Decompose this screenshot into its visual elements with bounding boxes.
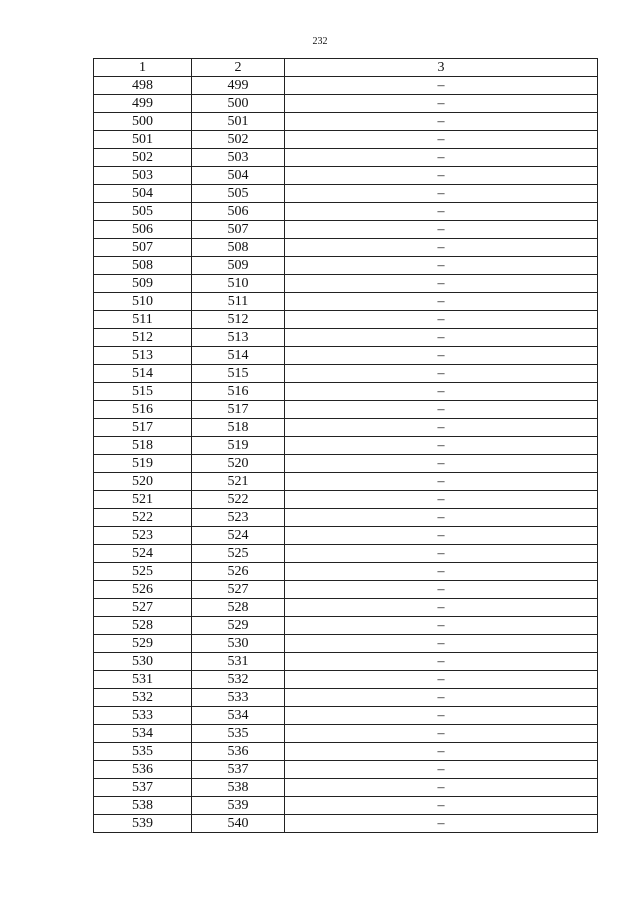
table-cell-col-3: – bbox=[285, 743, 598, 761]
table-row bbox=[94, 77, 598, 95]
table-cell-col-3: – bbox=[285, 581, 598, 599]
table-cell-col-3: – bbox=[285, 401, 598, 419]
data-table bbox=[93, 58, 598, 833]
table-cell-col-1: 535 bbox=[94, 743, 192, 761]
table-cell-col-2: 516 bbox=[192, 383, 285, 401]
table-row bbox=[94, 167, 598, 185]
table-cell-col-2: 529 bbox=[192, 617, 285, 635]
table-cell-col-3: – bbox=[285, 635, 598, 653]
page-number: 232 bbox=[312, 36, 328, 47]
table-row bbox=[94, 761, 598, 779]
table-cell-col-1: 504 bbox=[94, 185, 192, 203]
table-row bbox=[94, 455, 598, 473]
table-cell-col-2: 520 bbox=[192, 455, 285, 473]
table-cell-col-3: – bbox=[285, 725, 598, 743]
table-cell-col-1: 517 bbox=[94, 419, 192, 437]
table-row bbox=[94, 491, 598, 509]
table-row bbox=[94, 725, 598, 743]
table-row bbox=[94, 257, 598, 275]
table-cell-col-1: 509 bbox=[94, 275, 192, 293]
table-cell-col-3: – bbox=[285, 311, 598, 329]
table-cell-col-2: 517 bbox=[192, 401, 285, 419]
table-cell-col-2: 525 bbox=[192, 545, 285, 563]
table-row bbox=[94, 401, 598, 419]
table-row bbox=[94, 185, 598, 203]
table-cell-col-3: – bbox=[285, 527, 598, 545]
table-cell-col-1: 499 bbox=[94, 95, 192, 113]
table-cell-col-3: – bbox=[285, 257, 598, 275]
table-row bbox=[94, 221, 598, 239]
table-cell-col-3: – bbox=[285, 599, 598, 617]
table-cell-col-1: 536 bbox=[94, 761, 192, 779]
table-cell-col-3: – bbox=[285, 149, 598, 167]
table-cell-col-1: 507 bbox=[94, 239, 192, 257]
table-cell-col-3: – bbox=[285, 707, 598, 725]
table-cell-col-1: 515 bbox=[94, 383, 192, 401]
table-cell-col-3: – bbox=[285, 671, 598, 689]
table-cell-col-1: 531 bbox=[94, 671, 192, 689]
table-cell-col-3: – bbox=[285, 95, 598, 113]
table-cell-col-3: – bbox=[285, 383, 598, 401]
table-cell-col-1: 516 bbox=[94, 401, 192, 419]
table-cell-col-1: 522 bbox=[94, 509, 192, 527]
table-cell-col-3: – bbox=[285, 131, 598, 149]
table-cell-col-3: – bbox=[285, 761, 598, 779]
table-cell-col-3: – bbox=[285, 185, 598, 203]
table-row bbox=[94, 329, 598, 347]
table-row bbox=[94, 203, 598, 221]
table-cell-col-2: 509 bbox=[192, 257, 285, 275]
table-cell-col-1: 498 bbox=[94, 77, 192, 95]
table-cell-col-2: 515 bbox=[192, 365, 285, 383]
table-row bbox=[94, 347, 598, 365]
table-cell-col-2: 512 bbox=[192, 311, 285, 329]
table-row bbox=[94, 599, 598, 617]
table-cell-col-2: 536 bbox=[192, 743, 285, 761]
table-cell-col-3: – bbox=[285, 221, 598, 239]
table-cell-col-2: 521 bbox=[192, 473, 285, 491]
table-cell-col-2: 506 bbox=[192, 203, 285, 221]
table-cell-col-3: – bbox=[285, 239, 598, 257]
table-cell-col-1: 534 bbox=[94, 725, 192, 743]
table-cell-col-3: – bbox=[285, 563, 598, 581]
table-cell-col-2: 531 bbox=[192, 653, 285, 671]
table-cell-col-3: – bbox=[285, 473, 598, 491]
table-cell-col-3: – bbox=[285, 437, 598, 455]
table-cell-col-1: 512 bbox=[94, 329, 192, 347]
table-cell-col-1: 502 bbox=[94, 149, 192, 167]
table-row bbox=[94, 563, 598, 581]
table-cell-col-2: 519 bbox=[192, 437, 285, 455]
table-cell-col-3: – bbox=[285, 419, 598, 437]
table-row bbox=[94, 545, 598, 563]
table-cell-col-1: 528 bbox=[94, 617, 192, 635]
table-cell-col-2: 537 bbox=[192, 761, 285, 779]
table-row bbox=[94, 293, 598, 311]
table-cell-col-2: 522 bbox=[192, 491, 285, 509]
table-cell-col-1: 524 bbox=[94, 545, 192, 563]
table-cell-col-3: – bbox=[285, 689, 598, 707]
table-row bbox=[94, 617, 598, 635]
table-cell-col-2: 503 bbox=[192, 149, 285, 167]
table-cell-col-1: 500 bbox=[94, 113, 192, 131]
table-cell-col-2: 539 bbox=[192, 797, 285, 815]
table-row bbox=[94, 815, 598, 833]
table-cell-col-3: – bbox=[285, 797, 598, 815]
table-cell-col-1: 508 bbox=[94, 257, 192, 275]
table-cell-col-1: 533 bbox=[94, 707, 192, 725]
table-cell-col-3: – bbox=[285, 293, 598, 311]
table-cell-col-2: 532 bbox=[192, 671, 285, 689]
table-cell-col-2: 524 bbox=[192, 527, 285, 545]
table-cell-col-1: 510 bbox=[94, 293, 192, 311]
table-row bbox=[94, 743, 598, 761]
table-cell-col-1: 530 bbox=[94, 653, 192, 671]
table-cell-col-3: – bbox=[285, 491, 598, 509]
column-header-3: 3 bbox=[285, 59, 598, 77]
table-cell-col-2: 499 bbox=[192, 77, 285, 95]
table-cell-col-1: 520 bbox=[94, 473, 192, 491]
table-row bbox=[94, 473, 598, 491]
table-body bbox=[94, 77, 598, 833]
table-row bbox=[94, 671, 598, 689]
table-row bbox=[94, 509, 598, 527]
table-cell-col-2: 508 bbox=[192, 239, 285, 257]
table-cell-col-1: 514 bbox=[94, 365, 192, 383]
table-cell-col-3: – bbox=[285, 653, 598, 671]
table-row bbox=[94, 149, 598, 167]
table-header-row bbox=[94, 59, 598, 77]
table-cell-col-3: – bbox=[285, 77, 598, 95]
table-row bbox=[94, 653, 598, 671]
table-cell-col-2: 526 bbox=[192, 563, 285, 581]
table-cell-col-1: 525 bbox=[94, 563, 192, 581]
table-row bbox=[94, 311, 598, 329]
table-cell-col-1: 539 bbox=[94, 815, 192, 833]
table-cell-col-3: – bbox=[285, 779, 598, 797]
table-cell-col-2: 527 bbox=[192, 581, 285, 599]
table-cell-col-1: 505 bbox=[94, 203, 192, 221]
table-cell-col-2: 504 bbox=[192, 167, 285, 185]
table-cell-col-2: 530 bbox=[192, 635, 285, 653]
table-cell-col-2: 535 bbox=[192, 725, 285, 743]
table-row bbox=[94, 383, 598, 401]
table-row bbox=[94, 689, 598, 707]
table-cell-col-2: 518 bbox=[192, 419, 285, 437]
table-cell-col-3: – bbox=[285, 329, 598, 347]
table-cell-col-2: 502 bbox=[192, 131, 285, 149]
table-cell-col-1: 537 bbox=[94, 779, 192, 797]
table-cell-col-1: 523 bbox=[94, 527, 192, 545]
table-cell-col-2: 528 bbox=[192, 599, 285, 617]
table-row bbox=[94, 437, 598, 455]
table-row bbox=[94, 527, 598, 545]
table-cell-col-2: 505 bbox=[192, 185, 285, 203]
table-cell-col-2: 507 bbox=[192, 221, 285, 239]
table-cell-col-2: 538 bbox=[192, 779, 285, 797]
column-header-2: 2 bbox=[192, 59, 285, 77]
table-cell-col-1: 526 bbox=[94, 581, 192, 599]
table-cell-col-3: – bbox=[285, 347, 598, 365]
table-cell-col-1: 513 bbox=[94, 347, 192, 365]
table-row bbox=[94, 779, 598, 797]
table-cell-col-2: 534 bbox=[192, 707, 285, 725]
table-cell-col-1: 527 bbox=[94, 599, 192, 617]
table-cell-col-2: 501 bbox=[192, 113, 285, 131]
table-cell-col-1: 529 bbox=[94, 635, 192, 653]
table-row bbox=[94, 275, 598, 293]
table-cell-col-3: – bbox=[285, 167, 598, 185]
table-cell-col-1: 521 bbox=[94, 491, 192, 509]
table-cell-col-3: – bbox=[285, 113, 598, 131]
table-cell-col-2: 513 bbox=[192, 329, 285, 347]
table-row bbox=[94, 365, 598, 383]
table-row bbox=[94, 635, 598, 653]
table-row bbox=[94, 131, 598, 149]
table-cell-col-1: 501 bbox=[94, 131, 192, 149]
table-cell-col-1: 538 bbox=[94, 797, 192, 815]
table-row bbox=[94, 707, 598, 725]
table-row bbox=[94, 95, 598, 113]
table-cell-col-2: 511 bbox=[192, 293, 285, 311]
table-cell-col-3: – bbox=[285, 365, 598, 383]
table-cell-col-2: 510 bbox=[192, 275, 285, 293]
table-cell-col-1: 506 bbox=[94, 221, 192, 239]
table-row bbox=[94, 581, 598, 599]
table-row bbox=[94, 113, 598, 131]
table-cell-col-3: – bbox=[285, 617, 598, 635]
table-cell-col-1: 519 bbox=[94, 455, 192, 473]
table-cell-col-1: 511 bbox=[94, 311, 192, 329]
table-cell-col-3: – bbox=[285, 509, 598, 527]
table-cell-col-3: – bbox=[285, 203, 598, 221]
table-cell-col-3: – bbox=[285, 815, 598, 833]
table-cell-col-3: – bbox=[285, 275, 598, 293]
table-cell-col-1: 518 bbox=[94, 437, 192, 455]
table-cell-col-1: 503 bbox=[94, 167, 192, 185]
table-cell-col-2: 533 bbox=[192, 689, 285, 707]
column-header-1: 1 bbox=[94, 59, 192, 77]
table-cell-col-2: 500 bbox=[192, 95, 285, 113]
table-row bbox=[94, 419, 598, 437]
table-cell-col-3: – bbox=[285, 455, 598, 473]
table-row bbox=[94, 797, 598, 815]
table-cell-col-3: – bbox=[285, 545, 598, 563]
table-row bbox=[94, 239, 598, 257]
table-cell-col-2: 540 bbox=[192, 815, 285, 833]
table-cell-col-2: 523 bbox=[192, 509, 285, 527]
table-cell-col-2: 514 bbox=[192, 347, 285, 365]
table-cell-col-1: 532 bbox=[94, 689, 192, 707]
